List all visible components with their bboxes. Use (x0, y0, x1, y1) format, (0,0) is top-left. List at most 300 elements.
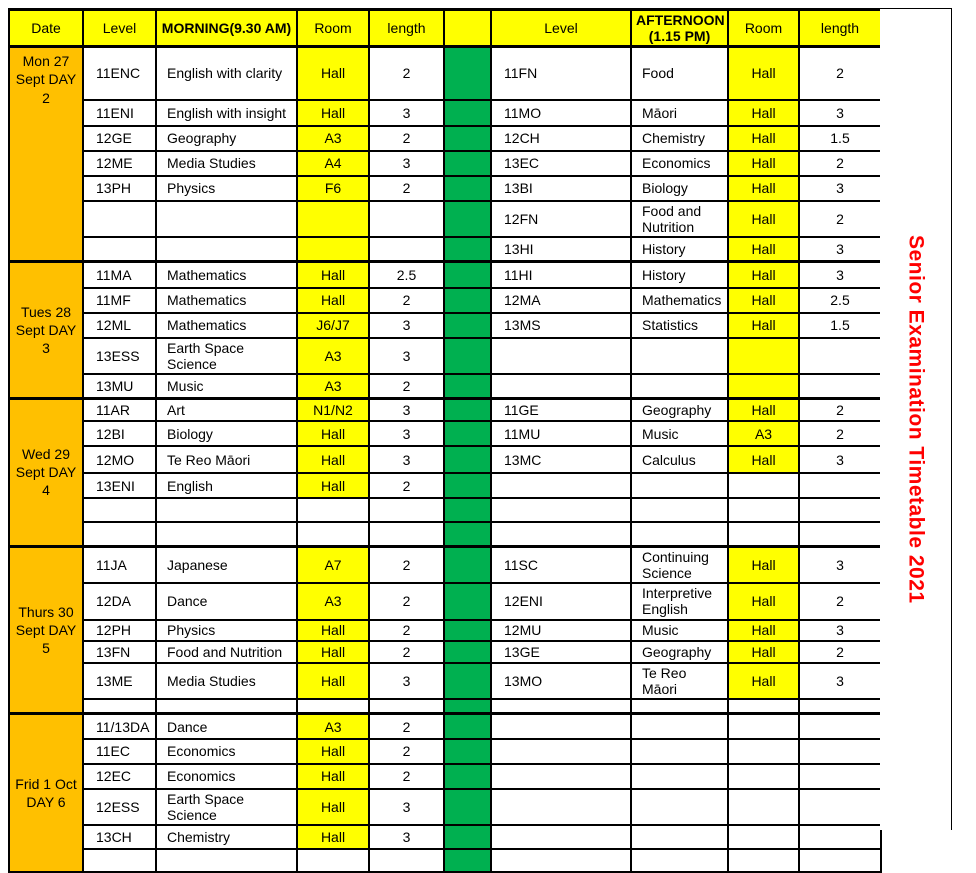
morning-room-cell: Hall (297, 473, 369, 498)
morning-level-cell: 13ME (83, 663, 156, 699)
afternoon-length-cell (799, 498, 881, 522)
morning-room-cell: Hall (297, 764, 369, 789)
afternoon-room-cell (728, 473, 799, 498)
afternoon-length-cell (799, 473, 881, 498)
morning-level-cell (83, 849, 156, 872)
morning-length-cell: 2 (369, 176, 444, 201)
morning-length-cell: 2 (369, 739, 444, 764)
separator-cell (444, 789, 491, 825)
morning-length-cell: 2 (369, 126, 444, 151)
morning-subject-cell: Mathematics (156, 313, 297, 338)
table-header (9, 10, 881, 47)
afternoon-room-cell: Hall (728, 641, 799, 663)
header-room-afternoon: Room (728, 10, 799, 47)
morning-room-cell (297, 237, 369, 262)
timetable-row (9, 262, 881, 288)
morning-subject-cell (156, 201, 297, 237)
afternoon-room-cell (728, 699, 799, 714)
separator-cell (444, 849, 491, 872)
afternoon-subject-cell (631, 498, 728, 522)
afternoon-level-cell (491, 739, 631, 764)
afternoon-room-cell: Hall (728, 583, 799, 620)
separator-cell (444, 522, 491, 546)
morning-subject-cell (156, 237, 297, 262)
morning-level-cell: 12MO (83, 446, 156, 473)
afternoon-subject-cell: Geography (631, 641, 728, 663)
morning-room-cell: N1/N2 (297, 398, 369, 421)
morning-level-cell: 12PH (83, 620, 156, 641)
morning-length-cell: 2 (369, 288, 444, 313)
separator-cell (444, 473, 491, 498)
morning-subject-cell: Te Reo Māori (156, 446, 297, 473)
afternoon-level-cell (491, 849, 631, 872)
afternoon-subject-cell: Music (631, 620, 728, 641)
morning-room-cell: Hall (297, 446, 369, 473)
morning-subject-cell: Earth Space Science (156, 338, 297, 374)
separator-cell (444, 288, 491, 313)
morning-subject-cell: Biology (156, 421, 297, 446)
morning-subject-cell: Japanese (156, 546, 297, 583)
timetable-row (9, 151, 881, 176)
morning-length-cell: 3 (369, 421, 444, 446)
afternoon-length-cell (799, 714, 881, 739)
separator-cell (444, 699, 491, 714)
morning-room-cell: Hall (297, 825, 369, 849)
morning-room-cell: A3 (297, 583, 369, 620)
header-date: Date (9, 10, 83, 47)
afternoon-length-cell: 2 (799, 583, 881, 620)
morning-room-cell: Hall (297, 288, 369, 313)
afternoon-length-cell: 2 (799, 201, 881, 237)
timetable-row (9, 126, 881, 151)
morning-length-cell: 3 (369, 100, 444, 126)
morning-room-cell: Hall (297, 663, 369, 699)
separator-cell (444, 126, 491, 151)
header-row (9, 10, 881, 47)
afternoon-subject-cell (631, 764, 728, 789)
morning-room-cell: A3 (297, 374, 369, 398)
afternoon-level-cell (491, 789, 631, 825)
afternoon-room-cell (728, 764, 799, 789)
morning-subject-cell (156, 849, 297, 872)
morning-subject-cell: Media Studies (156, 151, 297, 176)
morning-subject-cell (156, 699, 297, 714)
timetable-row (9, 522, 881, 546)
timetable-row (9, 764, 881, 789)
afternoon-room-cell (728, 714, 799, 739)
afternoon-level-cell: 13MC (491, 446, 631, 473)
header-level-morning: Level (83, 10, 156, 47)
morning-room-cell (297, 522, 369, 546)
timetable-row (9, 641, 881, 663)
afternoon-level-cell: 12FN (491, 201, 631, 237)
afternoon-level-cell (491, 473, 631, 498)
morning-room-cell: Hall (297, 620, 369, 641)
timetable-row (9, 498, 881, 522)
morning-room-cell: Hall (297, 739, 369, 764)
morning-subject-cell: Physics (156, 620, 297, 641)
morning-level-cell: 12ML (83, 313, 156, 338)
separator-cell (444, 338, 491, 374)
afternoon-subject-cell (631, 338, 728, 374)
morning-subject-cell: Mathematics (156, 288, 297, 313)
afternoon-level-cell (491, 498, 631, 522)
timetable-row (9, 546, 881, 583)
afternoon-level-cell: 12MU (491, 620, 631, 641)
timetable-row (9, 620, 881, 641)
separator-cell (444, 100, 491, 126)
separator-cell (444, 151, 491, 176)
separator-cell (444, 714, 491, 739)
afternoon-room-cell (728, 498, 799, 522)
afternoon-level-cell: 12MA (491, 288, 631, 313)
timetable-row (9, 237, 881, 262)
header-afternoon: AFTERNOON (1.15 PM) (631, 10, 728, 47)
afternoon-level-cell: 11HI (491, 262, 631, 288)
morning-length-cell (369, 699, 444, 714)
morning-level-cell (83, 522, 156, 546)
afternoon-subject-cell (631, 522, 728, 546)
morning-room-cell (297, 498, 369, 522)
header-length-afternoon: length (799, 10, 881, 47)
timetable-row (9, 100, 881, 126)
morning-length-cell (369, 498, 444, 522)
morning-subject-cell: English (156, 473, 297, 498)
separator-cell (444, 201, 491, 237)
morning-length-cell: 2 (369, 583, 444, 620)
afternoon-level-cell (491, 825, 631, 849)
afternoon-subject-cell: Biology (631, 176, 728, 201)
afternoon-room-cell: Hall (728, 176, 799, 201)
afternoon-subject-cell (631, 789, 728, 825)
afternoon-level-cell: 11GE (491, 398, 631, 421)
timetable-row (9, 583, 881, 620)
afternoon-level-cell: 13HI (491, 237, 631, 262)
timetable-row (9, 699, 881, 714)
morning-length-cell: 3 (369, 663, 444, 699)
morning-room-cell: J6/J7 (297, 313, 369, 338)
morning-length-cell: 2 (369, 620, 444, 641)
afternoon-level-cell: 13EC (491, 151, 631, 176)
date-cell: Frid 1 Oct DAY 6 (9, 714, 83, 872)
afternoon-level-cell: 11SC (491, 546, 631, 583)
morning-level-cell: 13ESS (83, 338, 156, 374)
timetable-row (9, 374, 881, 398)
timetable-row (9, 47, 881, 100)
afternoon-length-cell: 3 (799, 100, 881, 126)
morning-level-cell: 13PH (83, 176, 156, 201)
morning-length-cell: 2 (369, 473, 444, 498)
afternoon-room-cell (728, 522, 799, 546)
morning-length-cell: 2.5 (369, 262, 444, 288)
morning-length-cell: 3 (369, 446, 444, 473)
morning-level-cell: 12ME (83, 151, 156, 176)
afternoon-room-cell: A3 (728, 421, 799, 446)
afternoon-length-cell: 3 (799, 237, 881, 262)
morning-length-cell: 3 (369, 151, 444, 176)
afternoon-room-cell: Hall (728, 151, 799, 176)
morning-subject-cell: Food and Nutrition (156, 641, 297, 663)
morning-room-cell: A7 (297, 546, 369, 583)
morning-length-cell: 2 (369, 546, 444, 583)
afternoon-subject-cell: Statistics (631, 313, 728, 338)
morning-level-cell: 11ENI (83, 100, 156, 126)
separator-cell (444, 398, 491, 421)
morning-subject-cell: Media Studies (156, 663, 297, 699)
afternoon-room-cell: Hall (728, 47, 799, 100)
morning-subject-cell: English with insight (156, 100, 297, 126)
afternoon-level-cell: 13GE (491, 641, 631, 663)
timetable-body (9, 47, 881, 872)
timetable-row (9, 201, 881, 237)
morning-length-cell: 2 (369, 47, 444, 100)
timetable-row (9, 421, 881, 446)
date-cell: Tues 28 Sept DAY 3 (9, 262, 83, 398)
separator-cell (444, 620, 491, 641)
timetable-row (9, 398, 881, 421)
morning-level-cell: 13ENI (83, 473, 156, 498)
afternoon-level-cell: 11FN (491, 47, 631, 100)
afternoon-room-cell: Hall (728, 201, 799, 237)
timetable-row (9, 473, 881, 498)
morning-room-cell: A4 (297, 151, 369, 176)
morning-subject-cell: Chemistry (156, 825, 297, 849)
morning-subject-cell: Mathematics (156, 262, 297, 288)
afternoon-room-cell: Hall (728, 288, 799, 313)
morning-length-cell: 2 (369, 714, 444, 739)
timetable-row (9, 446, 881, 473)
timetable-row (9, 739, 881, 764)
morning-level-cell: 13FN (83, 641, 156, 663)
separator-cell (444, 446, 491, 473)
afternoon-room-cell: Hall (728, 446, 799, 473)
afternoon-length-cell: 2 (799, 641, 881, 663)
morning-room-cell: Hall (297, 421, 369, 446)
morning-room-cell: F6 (297, 176, 369, 201)
morning-room-cell: Hall (297, 789, 369, 825)
afternoon-room-cell: Hall (728, 546, 799, 583)
afternoon-length-cell: 2 (799, 47, 881, 100)
afternoon-length-cell (799, 849, 881, 872)
morning-level-cell: 12BI (83, 421, 156, 446)
morning-room-cell (297, 699, 369, 714)
morning-length-cell: 2 (369, 764, 444, 789)
afternoon-length-cell (799, 739, 881, 764)
morning-level-cell: 12EC (83, 764, 156, 789)
afternoon-subject-cell: Calculus (631, 446, 728, 473)
morning-length-cell: 2 (369, 641, 444, 663)
timetable-row (9, 313, 881, 338)
morning-room-cell (297, 849, 369, 872)
afternoon-subject-cell: Mathematics (631, 288, 728, 313)
separator-cell (444, 176, 491, 201)
morning-subject-cell: Dance (156, 583, 297, 620)
morning-length-cell: 3 (369, 789, 444, 825)
afternoon-length-cell: 3 (799, 620, 881, 641)
afternoon-level-cell: 13MO (491, 663, 631, 699)
separator-cell (444, 262, 491, 288)
afternoon-length-cell (799, 374, 881, 398)
afternoon-room-cell (728, 739, 799, 764)
afternoon-subject-cell (631, 473, 728, 498)
timetable-row (9, 288, 881, 313)
vertical-title-box (880, 8, 952, 830)
morning-level-cell: 11MA (83, 262, 156, 288)
morning-level-cell: 12DA (83, 583, 156, 620)
morning-level-cell (83, 201, 156, 237)
separator-cell (444, 237, 491, 262)
afternoon-subject-cell: Food (631, 47, 728, 100)
afternoon-level-cell (491, 764, 631, 789)
morning-room-cell: Hall (297, 47, 369, 100)
morning-length-cell: 3 (369, 313, 444, 338)
morning-level-cell: 13CH (83, 825, 156, 849)
afternoon-subject-cell: Te Reo Māori (631, 663, 728, 699)
afternoon-subject-cell (631, 849, 728, 872)
afternoon-level-cell (491, 714, 631, 739)
afternoon-level-cell: 13BI (491, 176, 631, 201)
afternoon-room-cell: Hall (728, 100, 799, 126)
morning-level-cell: 11JA (83, 546, 156, 583)
afternoon-room-cell (728, 374, 799, 398)
afternoon-length-cell: 3 (799, 446, 881, 473)
morning-level-cell: 11ENC (83, 47, 156, 100)
header-morning: MORNING(9.30 AM) (156, 10, 297, 47)
afternoon-subject-cell: Music (631, 421, 728, 446)
morning-level-cell (83, 498, 156, 522)
afternoon-subject-cell (631, 374, 728, 398)
afternoon-subject-cell: Economics (631, 151, 728, 176)
morning-level-cell: 11EC (83, 739, 156, 764)
afternoon-room-cell: Hall (728, 313, 799, 338)
afternoon-length-cell: 2 (799, 151, 881, 176)
timetable-row (9, 663, 881, 699)
afternoon-level-cell (491, 338, 631, 374)
exam-timetable (8, 8, 882, 873)
afternoon-level-cell (491, 374, 631, 398)
separator-cell (444, 583, 491, 620)
morning-room-cell: Hall (297, 100, 369, 126)
morning-length-cell (369, 237, 444, 262)
morning-level-cell: 11AR (83, 398, 156, 421)
timetable-row (9, 176, 881, 201)
separator-cell (444, 421, 491, 446)
header-room-morning: Room (297, 10, 369, 47)
morning-subject-cell: Economics (156, 764, 297, 789)
morning-subject-cell (156, 498, 297, 522)
morning-subject-cell: Economics (156, 739, 297, 764)
separator-cell (444, 498, 491, 522)
afternoon-length-cell (799, 825, 881, 849)
afternoon-room-cell: Hall (728, 398, 799, 421)
morning-room-cell: Hall (297, 641, 369, 663)
morning-subject-cell: English with clarity (156, 47, 297, 100)
afternoon-length-cell (799, 522, 881, 546)
afternoon-length-cell: 2 (799, 398, 881, 421)
separator-cell (444, 374, 491, 398)
morning-level-cell: 12GE (83, 126, 156, 151)
afternoon-subject-cell: History (631, 262, 728, 288)
afternoon-length-cell: 1.5 (799, 313, 881, 338)
date-cell: Wed 29 Sept DAY 4 (9, 398, 83, 546)
afternoon-subject-cell: Māori (631, 100, 728, 126)
separator-cell (444, 641, 491, 663)
afternoon-room-cell: Hall (728, 663, 799, 699)
afternoon-room-cell (728, 825, 799, 849)
afternoon-length-cell (799, 699, 881, 714)
timetable-row (9, 338, 881, 374)
timetable-row (9, 714, 881, 739)
morning-length-cell: 2 (369, 374, 444, 398)
separator-cell (444, 739, 491, 764)
afternoon-subject-cell (631, 714, 728, 739)
morning-length-cell (369, 522, 444, 546)
afternoon-room-cell (728, 338, 799, 374)
afternoon-subject-cell: Food and Nutrition (631, 201, 728, 237)
separator-cell (444, 764, 491, 789)
morning-level-cell (83, 699, 156, 714)
separator-cell (444, 825, 491, 849)
morning-length-cell: 3 (369, 825, 444, 849)
afternoon-subject-cell (631, 739, 728, 764)
morning-subject-cell: Geography (156, 126, 297, 151)
morning-length-cell: 3 (369, 398, 444, 421)
header-separator-cell (444, 10, 491, 47)
afternoon-subject-cell: History (631, 237, 728, 262)
afternoon-room-cell (728, 789, 799, 825)
afternoon-subject-cell: Chemistry (631, 126, 728, 151)
afternoon-level-cell (491, 699, 631, 714)
header-level-afternoon: Level (491, 10, 631, 47)
morning-subject-cell: Dance (156, 714, 297, 739)
afternoon-subject-cell (631, 825, 728, 849)
afternoon-length-cell: 1.5 (799, 126, 881, 151)
morning-subject-cell: Physics (156, 176, 297, 201)
afternoon-length-cell: 3 (799, 663, 881, 699)
morning-length-cell: 3 (369, 338, 444, 374)
morning-level-cell (83, 237, 156, 262)
morning-room-cell: A3 (297, 126, 369, 151)
header-length-morning: length (369, 10, 444, 47)
morning-length-cell (369, 849, 444, 872)
afternoon-length-cell: 2.5 (799, 288, 881, 313)
afternoon-length-cell: 3 (799, 546, 881, 583)
afternoon-subject-cell: Geography (631, 398, 728, 421)
afternoon-level-cell: 12ENI (491, 583, 631, 620)
afternoon-level-cell: 11MU (491, 421, 631, 446)
morning-level-cell: 11/13DA (83, 714, 156, 739)
morning-subject-cell: Music (156, 374, 297, 398)
page-title: Senior Examination Timetable 2021 (904, 235, 928, 604)
morning-subject-cell: Earth Space Science (156, 789, 297, 825)
afternoon-level-cell: 13MS (491, 313, 631, 338)
afternoon-length-cell (799, 338, 881, 374)
timetable-row (9, 825, 881, 849)
morning-subject-cell (156, 522, 297, 546)
afternoon-subject-cell (631, 699, 728, 714)
afternoon-subject-cell: Interpretive English (631, 583, 728, 620)
separator-cell (444, 663, 491, 699)
timetable-row (9, 849, 881, 872)
morning-room-cell: A3 (297, 338, 369, 374)
afternoon-subject-cell: Continuing Science (631, 546, 728, 583)
morning-level-cell: 12ESS (83, 789, 156, 825)
morning-level-cell: 13MU (83, 374, 156, 398)
afternoon-length-cell (799, 764, 881, 789)
morning-length-cell (369, 201, 444, 237)
afternoon-room-cell: Hall (728, 262, 799, 288)
afternoon-length-cell: 2 (799, 421, 881, 446)
